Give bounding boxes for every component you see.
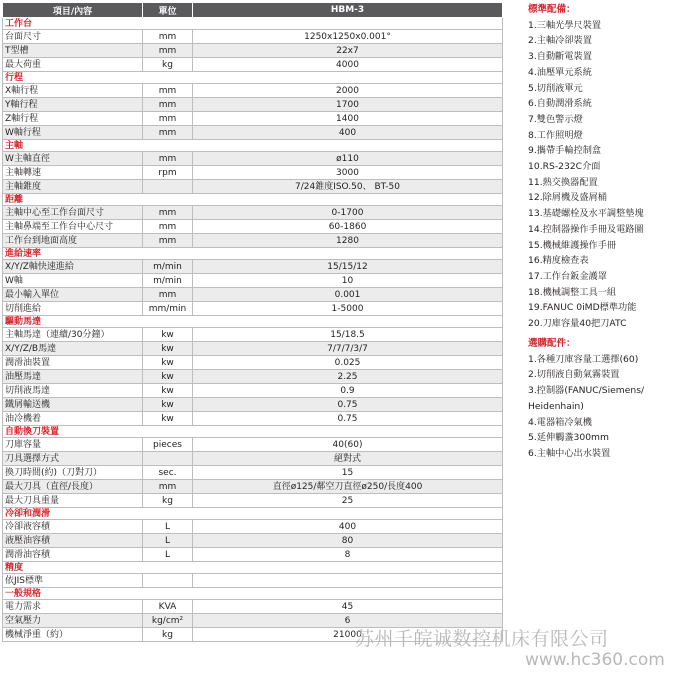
cell-item: 最小輸入單位 (3, 288, 143, 302)
cell-item: 空氣壓力 (3, 614, 143, 628)
section-header (3, 562, 503, 574)
list-item: 16.精度檢查表 (528, 255, 589, 267)
cell-item: W主軸直徑 (3, 152, 143, 166)
cell-value: 2.25 (193, 370, 503, 384)
cell-item: 液壓油容積 (3, 534, 143, 548)
section-title: 行程 (3, 72, 503, 84)
cell-item: 主軸轉速 (3, 166, 143, 180)
cell-unit: pieces (143, 438, 193, 452)
list-item: 17.工作台鈑金護罩 (528, 270, 607, 282)
cell-item: 冷卻液容積 (3, 520, 143, 534)
list-item: 3.自動斷電裝置 (528, 51, 592, 63)
cell-unit: mm (143, 84, 193, 98)
cell-item: 主軸鼻端至工作台中心尺寸 (3, 220, 143, 234)
table-row (3, 44, 503, 58)
list-item: 14.控制器操作手冊及電路圖 (528, 223, 644, 235)
cell-unit (143, 452, 193, 466)
table-row (3, 152, 503, 166)
list-item: 18.機械調整工具一組 (528, 286, 617, 298)
cell-value: 22x7 (193, 44, 503, 58)
optional-accessories (528, 336, 674, 462)
section-title: 冷卻和潤滑 (3, 508, 503, 520)
cell-value (193, 574, 503, 588)
section-title: 一般規格 (3, 588, 503, 600)
table-row (3, 206, 503, 220)
list-item: 5.延伸觸盞300mm (528, 432, 609, 444)
cell-item: 鐵屑輸送機 (3, 398, 143, 412)
cell-item: 依JIS標準 (3, 574, 143, 588)
list-item: 7.雙色警示燈 (528, 113, 583, 125)
cell-value: ø110 (193, 152, 503, 166)
table-row (3, 126, 503, 140)
cell-unit: kw (143, 384, 193, 398)
cell-value: 25 (193, 494, 503, 508)
section-title: 自動換刀裝置 (3, 426, 503, 438)
table-row (3, 438, 503, 452)
cell-item: X/Y/Z/B馬達 (3, 342, 143, 356)
cell-unit: mm (143, 480, 193, 494)
table-row (3, 480, 503, 494)
cell-unit: mm (143, 288, 193, 302)
list-item: 13.基礎螺栓及水平調整墊塊 (528, 208, 644, 220)
list-item: 11.熱交換器配置 (528, 176, 598, 188)
list-item: 20.刀庫容量40把刀ATC (528, 318, 627, 330)
list-item: 6.主軸中心出水裝置 (528, 447, 611, 459)
optional-list (528, 352, 674, 462)
list-item: 19.FANUC 0iMD標準功能 (528, 302, 637, 314)
cell-unit: kg (143, 58, 193, 72)
table-row (3, 548, 503, 562)
table-row (3, 98, 503, 112)
cell-item: Y軸行程 (3, 98, 143, 112)
cell-value: 2000 (193, 84, 503, 98)
list-item: 5.切削液單元 (528, 82, 583, 94)
cell-value: 400 (193, 520, 503, 534)
cell-item: X/Y/Z軸快速進給 (3, 260, 143, 274)
cell-item: 切削進給 (3, 302, 143, 316)
cell-item: 最大刀具重量 (3, 494, 143, 508)
table-row (3, 534, 503, 548)
section-title: 主軸 (3, 140, 503, 152)
section-header (3, 316, 503, 328)
cell-item: 最大荷重 (3, 58, 143, 72)
cell-value: 0.75 (193, 398, 503, 412)
cell-unit: mm/min (143, 302, 193, 316)
cell-item: Z軸行程 (3, 112, 143, 126)
list-item: 2.切削液自動氣霧裝置 (528, 369, 620, 381)
section-header (3, 588, 503, 600)
list-item: 10.RS-232C介面 (528, 161, 601, 173)
table-row (3, 288, 503, 302)
cell-value: 21000 (193, 628, 503, 642)
cell-unit: kw (143, 328, 193, 342)
table-row (3, 328, 503, 342)
section-header (3, 194, 503, 206)
cell-item: 台面尺寸 (3, 30, 143, 44)
cell-item: 油壓馬達 (3, 370, 143, 384)
cell-item: 油冷機着 (3, 412, 143, 426)
cell-value: 15/18.5 (193, 328, 503, 342)
section-header (3, 426, 503, 438)
header-item: 項目/內容 (3, 3, 143, 18)
cell-item: 潤滑油容積 (3, 548, 143, 562)
cell-unit: L (143, 520, 193, 534)
cell-item: X軸行程 (3, 84, 143, 98)
cell-value: 40(60) (193, 438, 503, 452)
cell-value: 60-1860 (193, 220, 503, 234)
cell-unit: mm (143, 30, 193, 44)
cell-value: 0.001 (193, 288, 503, 302)
table-row (3, 274, 503, 288)
section-title: 驅動馬達 (3, 316, 503, 328)
cell-unit: kg/cm² (143, 614, 193, 628)
spec-body (3, 18, 503, 642)
table-row (3, 112, 503, 126)
list-item: 1.各種刀庫容量工選擇(60) (528, 353, 639, 365)
standard-equipment (528, 2, 674, 332)
cell-value: 7/7/7/3/7 (193, 342, 503, 356)
table-row (3, 412, 503, 426)
table-row (3, 370, 503, 384)
cell-value: 0.75 (193, 412, 503, 426)
cell-value: 1700 (193, 98, 503, 112)
cell-value: 0.025 (193, 356, 503, 370)
cell-item: W軸 (3, 274, 143, 288)
header-unit: 單位 (143, 3, 193, 18)
cell-unit: KVA (143, 600, 193, 614)
cell-unit: mm (143, 220, 193, 234)
cell-unit: mm (143, 152, 193, 166)
cell-item: 主軸馬達（連續/30分鐘） (3, 328, 143, 342)
cell-unit: rpm (143, 166, 193, 180)
cell-unit: L (143, 534, 193, 548)
table-row (3, 302, 503, 316)
cell-item: 最大刀具（直徑/長度） (3, 480, 143, 494)
cell-unit: kw (143, 398, 193, 412)
table-row (3, 600, 503, 614)
section-header (3, 248, 503, 260)
cell-value: 8 (193, 548, 503, 562)
list-item: 15.機械維護操作手冊 (528, 239, 617, 251)
cell-item: 刀具選擇方式 (3, 452, 143, 466)
cell-value: 直徑ø125/鄰空刀直徑ø250/長度400 (193, 480, 503, 494)
cell-unit: kw (143, 370, 193, 384)
table-row (3, 58, 503, 72)
cell-unit: kw (143, 412, 193, 426)
cell-unit: m/min (143, 274, 193, 288)
cell-item: W軸行程 (3, 126, 143, 140)
cell-unit: mm (143, 234, 193, 248)
cell-unit: mm (143, 112, 193, 126)
cell-item: 工作台到地面高度 (3, 234, 143, 248)
optional-title: 選購配件： (528, 338, 576, 349)
cell-value: 400 (193, 126, 503, 140)
section-header (3, 72, 503, 84)
cell-unit: kg (143, 494, 193, 508)
table-row (3, 452, 503, 466)
cell-value: 6 (193, 614, 503, 628)
table-row (3, 342, 503, 356)
section-title: 精度 (3, 562, 503, 574)
section-header (3, 140, 503, 152)
table-row (3, 260, 503, 274)
watermark-company: 苏州千皖诚数控机床有限公司 (355, 628, 609, 650)
cell-unit: sec. (143, 466, 193, 480)
cell-value: 80 (193, 534, 503, 548)
cell-item: 潤滑油裝置 (3, 356, 143, 370)
header-model: HBM-3 (193, 3, 503, 18)
table-row (3, 356, 503, 370)
cell-value: 0-1700 (193, 206, 503, 220)
cell-unit: mm (143, 98, 193, 112)
cell-unit: kw (143, 356, 193, 370)
cell-item: 電力需求 (3, 600, 143, 614)
cell-value: 0.9 (193, 384, 503, 398)
cell-value: 7/24錐度ISO.50、 BT-50 (193, 180, 503, 194)
cell-unit: m/min (143, 260, 193, 274)
table-row (3, 520, 503, 534)
table-row (3, 180, 503, 194)
table-row (3, 574, 503, 588)
table-header-row (3, 3, 503, 18)
cell-value: 15/15/12 (193, 260, 503, 274)
watermark-url: www.hc360.com (525, 650, 665, 670)
cell-item: 主軸中心至工作台面尺寸 (3, 206, 143, 220)
cell-value: 3000 (193, 166, 503, 180)
list-item: 2.主軸冷卻裝置 (528, 35, 592, 47)
cell-unit: kw (143, 342, 193, 356)
cell-unit: mm (143, 44, 193, 58)
spec-table (2, 2, 503, 642)
cell-item: 主軸錐度 (3, 180, 143, 194)
section-title: 進給速率 (3, 248, 503, 260)
table-row (3, 220, 503, 234)
table-row (3, 166, 503, 180)
section-title: 工作台 (3, 18, 503, 30)
table-row (3, 234, 503, 248)
cell-value: 1400 (193, 112, 503, 126)
cell-value: 絕對式 (193, 452, 503, 466)
cell-unit (143, 180, 193, 194)
cell-value: 4000 (193, 58, 503, 72)
cell-value: 1250x1250x0.001° (193, 30, 503, 44)
section-header (3, 508, 503, 520)
cell-item: 刀庫容量 (3, 438, 143, 452)
standard-list (528, 18, 674, 332)
list-item: 3.控制器(FANUC/Siemens/ (528, 385, 645, 397)
cell-unit: mm (143, 206, 193, 220)
table-row (3, 398, 503, 412)
table-row (3, 384, 503, 398)
cell-item: 換刀時間(約)（刀對刀） (3, 466, 143, 480)
cell-unit: mm (143, 126, 193, 140)
section-header (3, 18, 503, 30)
list-item: 8.工作照明燈 (528, 129, 583, 141)
cell-value: 1-5000 (193, 302, 503, 316)
table-row (3, 84, 503, 98)
cell-value: 15 (193, 466, 503, 480)
cell-unit (143, 574, 193, 588)
cell-value: 1280 (193, 234, 503, 248)
cell-item: 機械淨重（約） (3, 628, 143, 642)
table-row (3, 466, 503, 480)
section-title: 距離 (3, 194, 503, 206)
list-item: 4.電器箱冷氣機 (528, 416, 592, 428)
table-row (3, 30, 503, 44)
cell-unit: L (143, 548, 193, 562)
standard-title: 標準配備： (528, 4, 576, 15)
list-item: 1.三軸光學尺裝置 (528, 19, 602, 31)
list-item: Heidenhain) (528, 400, 584, 412)
cell-item: T型槽 (3, 44, 143, 58)
cell-value: 45 (193, 600, 503, 614)
table-row (3, 494, 503, 508)
list-item: 6.自動潤滑系統 (528, 98, 592, 110)
cell-value: 10 (193, 274, 503, 288)
list-item: 9.攜帶手輪控制盒 (528, 145, 602, 157)
cell-item: 切削液馬達 (3, 384, 143, 398)
cell-unit: kg (143, 628, 193, 642)
list-item: 12.除屑機及盛屑桶 (528, 192, 607, 204)
list-item: 4.油壓單元系統 (528, 66, 592, 78)
